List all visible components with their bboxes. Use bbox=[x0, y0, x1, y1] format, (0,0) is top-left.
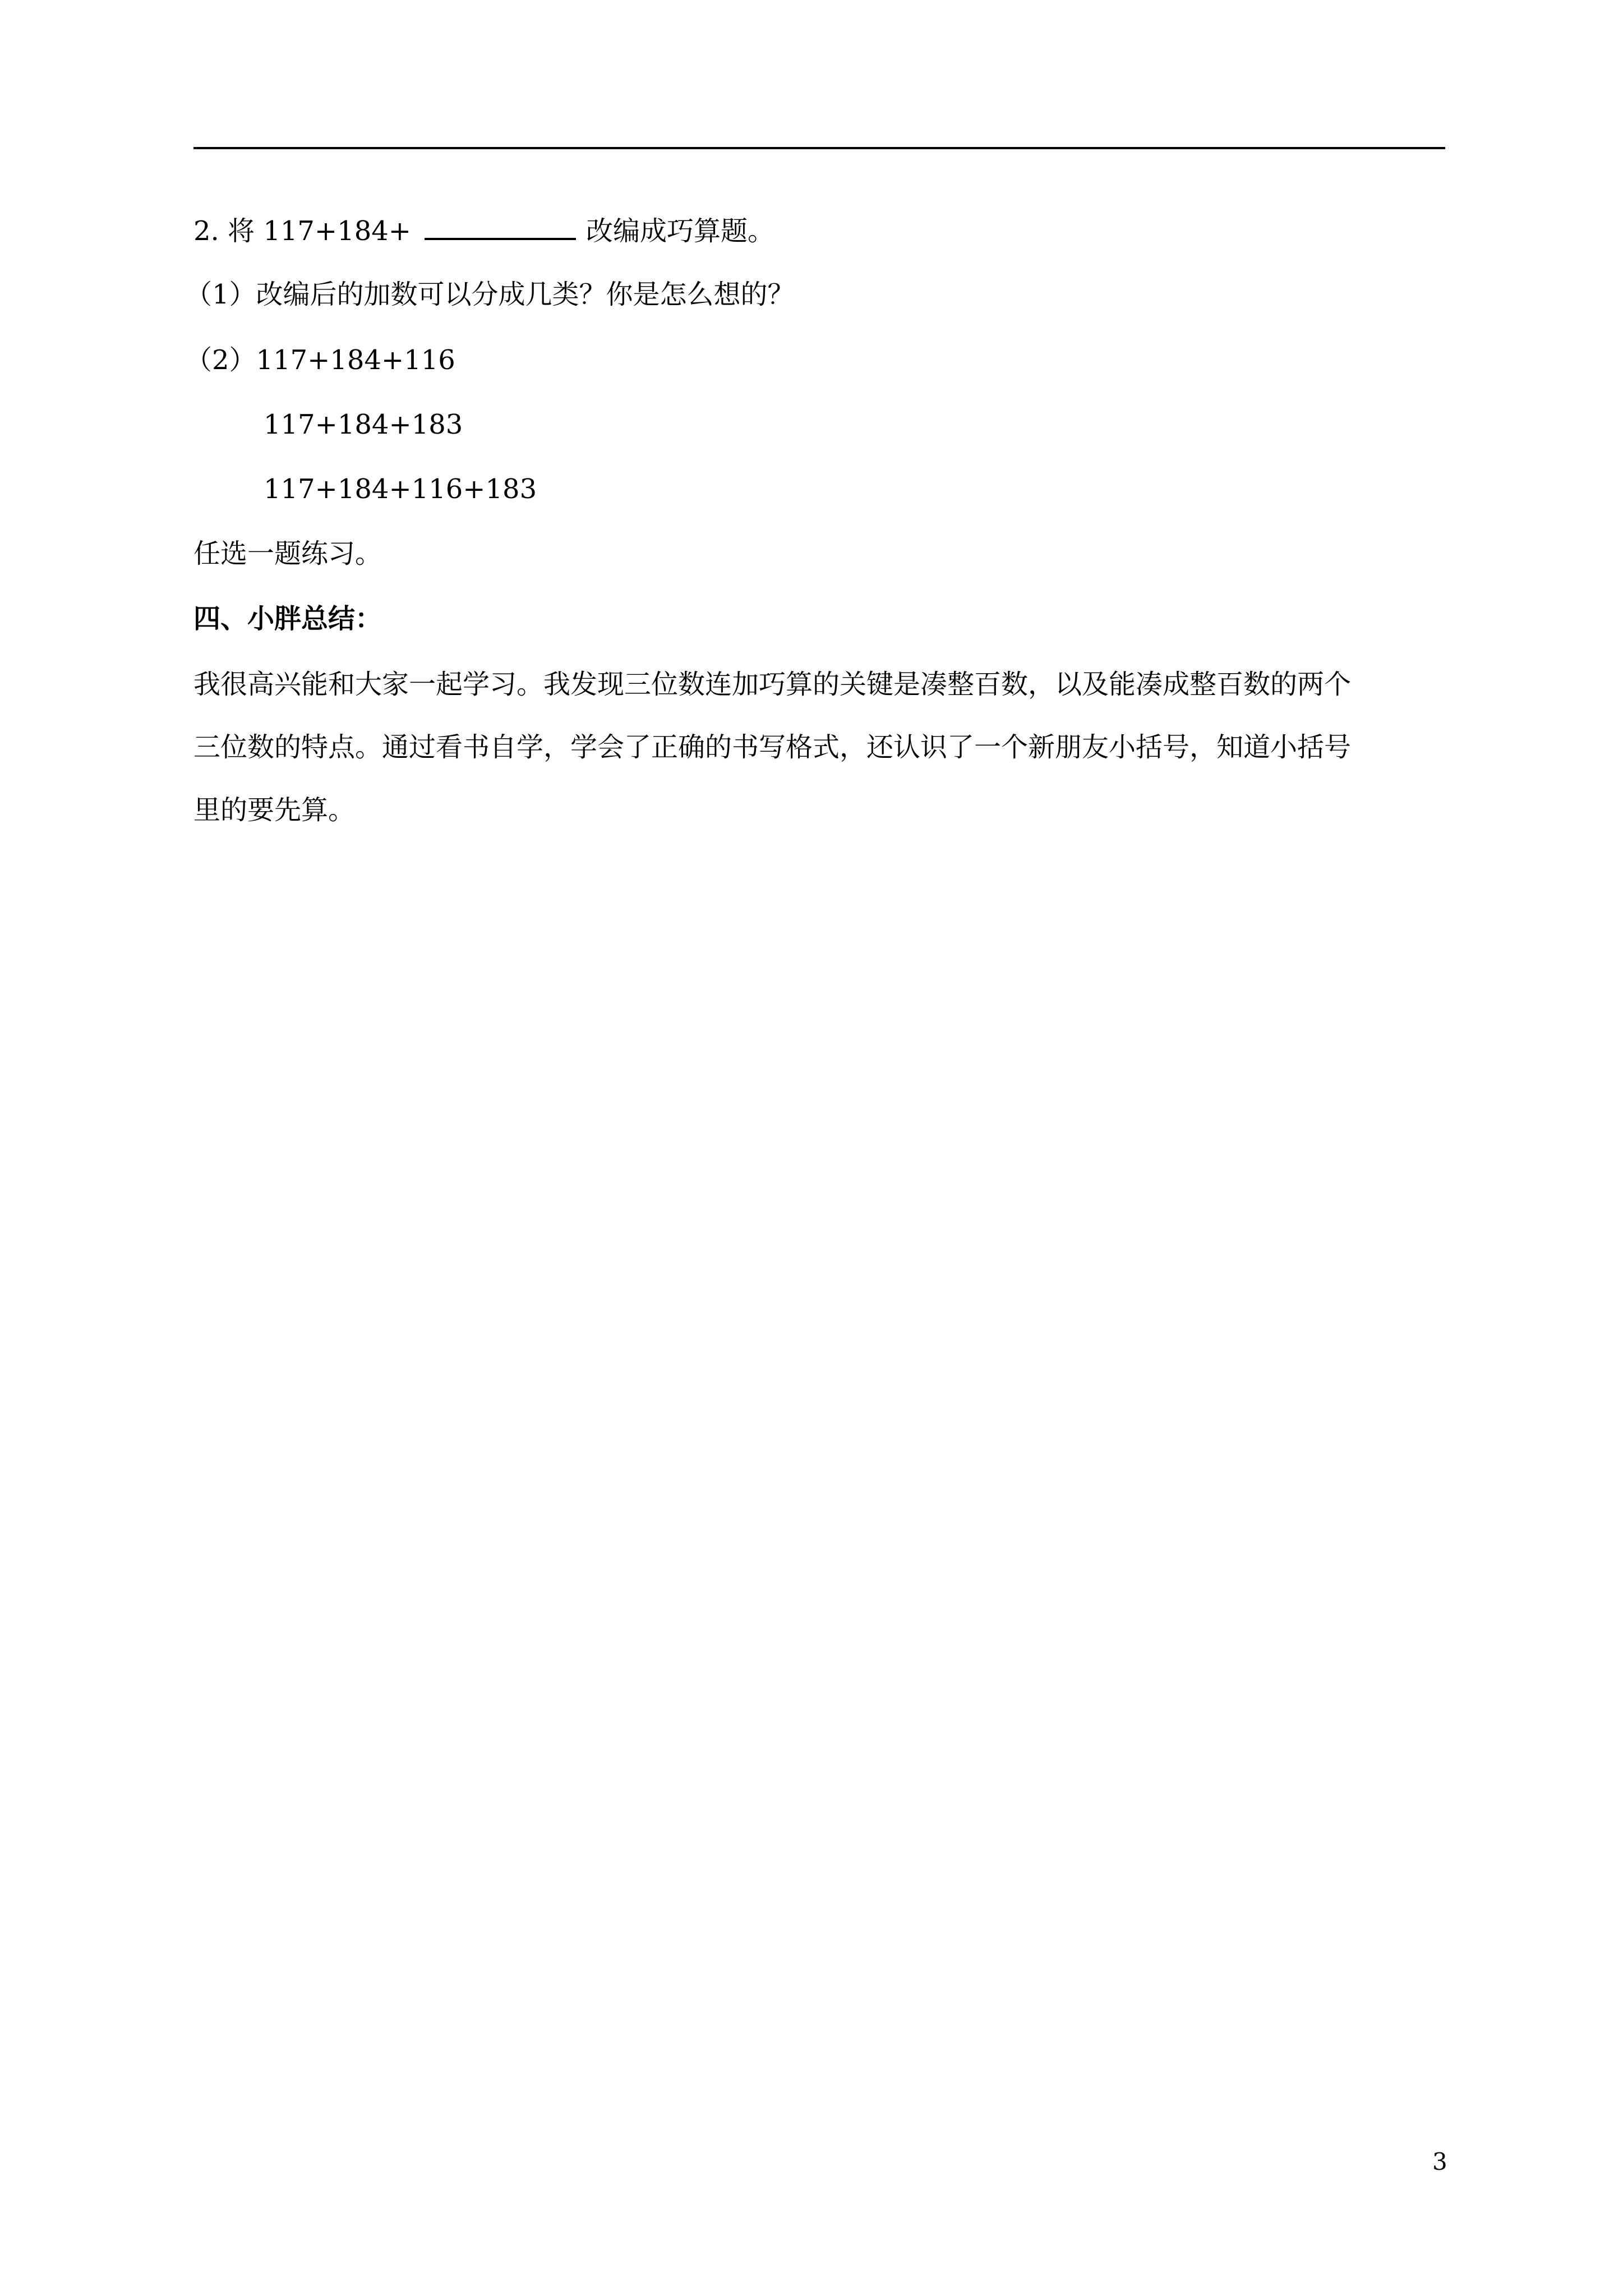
summary-line-2: 三位数的特点。通过看书自学，学会了正确的书写格式，还认识了一个新朋友小括号，知道小括号 bbox=[193, 731, 1352, 763]
page-number: 3 bbox=[1432, 2148, 1447, 2175]
summary-line-3: 里的要先算。 bbox=[193, 794, 356, 826]
fill-in-blank bbox=[425, 212, 576, 240]
choose-instruction: 任选一题练习。 bbox=[193, 538, 382, 569]
sub-question-2-line-1: （2）117+184+116 bbox=[185, 344, 455, 376]
sub-question-2-line-2: 117+184+183 bbox=[264, 409, 463, 440]
sub-question-1: （1）改编后的加数可以分成几类？你是怎么想的？ bbox=[185, 279, 795, 310]
sub-question-2-line-3: 117+184+116+183 bbox=[264, 473, 537, 505]
problem-2-line bbox=[193, 212, 774, 248]
section-4-heading: 四、小胖总结： bbox=[193, 603, 382, 634]
summary-line-1: 我很高兴能和大家一起学习。我发现三位数连加巧算的关键是凑整百数，以及能凑成整百数的两个 bbox=[193, 669, 1352, 700]
problem-2-prefix: 2. 将 117+184+ bbox=[193, 215, 411, 247]
header-rule bbox=[193, 147, 1445, 149]
problem-2-suffix: 改编成巧算题。 bbox=[586, 215, 775, 247]
